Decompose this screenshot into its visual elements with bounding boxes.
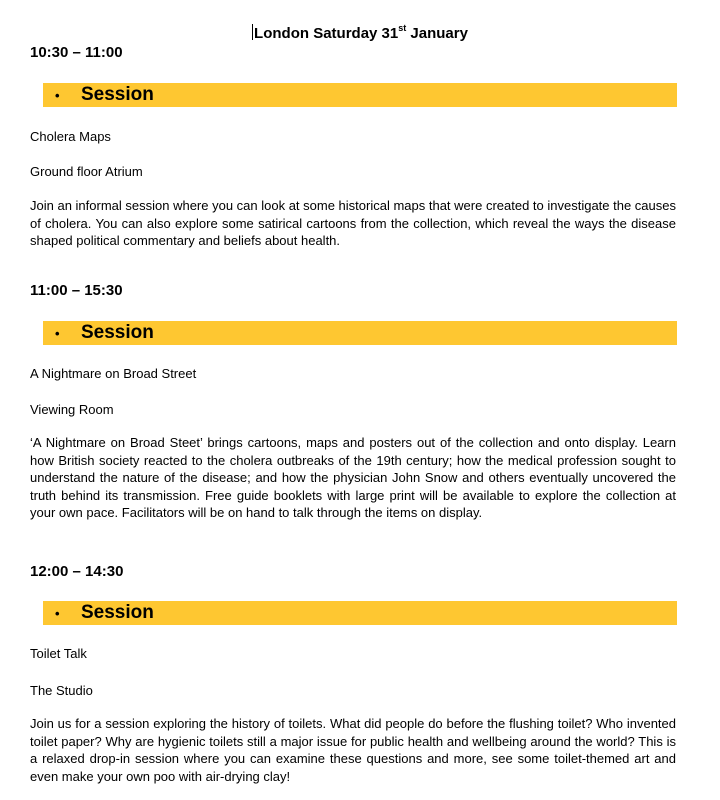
session-name: Toilet Talk (30, 646, 87, 661)
session-heading-label: Session (81, 602, 154, 623)
page-title (0, 24, 720, 42)
session-heading-bar (43, 601, 677, 625)
session-description: ‘A Nightmare on Broad Steet’ brings cartoons, maps and posters out of the collection and onto display. Learn how British society reacted to the cholera outbreaks of the 19th century; how the medical profession sought to understand the nature of the disease; and how the physician John Snow and others eventually uncovered the truth behind its transmission. Free guide booklets with large print will be available to explore the collection at your own pace. Facilitators will be on hand to talk through the items on display. (30, 435, 676, 520)
session-heading-bar (43, 321, 677, 345)
session-heading-label: Session (81, 84, 154, 105)
bullet-icon: • (55, 87, 60, 103)
session-time: 10:30 – 11:00 (30, 44, 123, 61)
session-location: Ground floor Atrium (30, 164, 143, 179)
title-prefix: London Saturday 31 (254, 25, 399, 42)
session-description: Join us for a session exploring the history of toilets. What did people do before the flushing toilet? Who invented toilet paper? Why are hygienic toilets still a major issue for public health and wellbeing around the world? This is a relaxed drop-in session where you can examine these questions and more, see some toilet-themed art and even make your own poo with air-drying clay! (30, 716, 676, 784)
text-cursor (252, 24, 253, 40)
bullet-icon: • (55, 325, 60, 341)
session-location: Viewing Room (30, 402, 114, 417)
session-location: The Studio (30, 683, 93, 698)
session-name: A Nightmare on Broad Street (30, 366, 197, 381)
session-time: 12:00 – 14:30 (30, 563, 124, 580)
session-time: 11:00 – 15:30 (30, 282, 123, 299)
title-suffix: January (406, 25, 468, 42)
bullet-icon: • (55, 605, 60, 621)
title-ordinal-suffix: st (398, 23, 407, 33)
session-heading-bar (43, 83, 677, 107)
session-name: Cholera Maps (30, 129, 111, 144)
session-heading-label: Session (81, 322, 154, 343)
session-description: Join an informal session where you can look at some historical maps that were created to investigate the causes of cholera. You can also explore some satirical cartoons from the collection, which reveal the ways the disease shaped political commentary and beliefs about health. (30, 198, 677, 248)
